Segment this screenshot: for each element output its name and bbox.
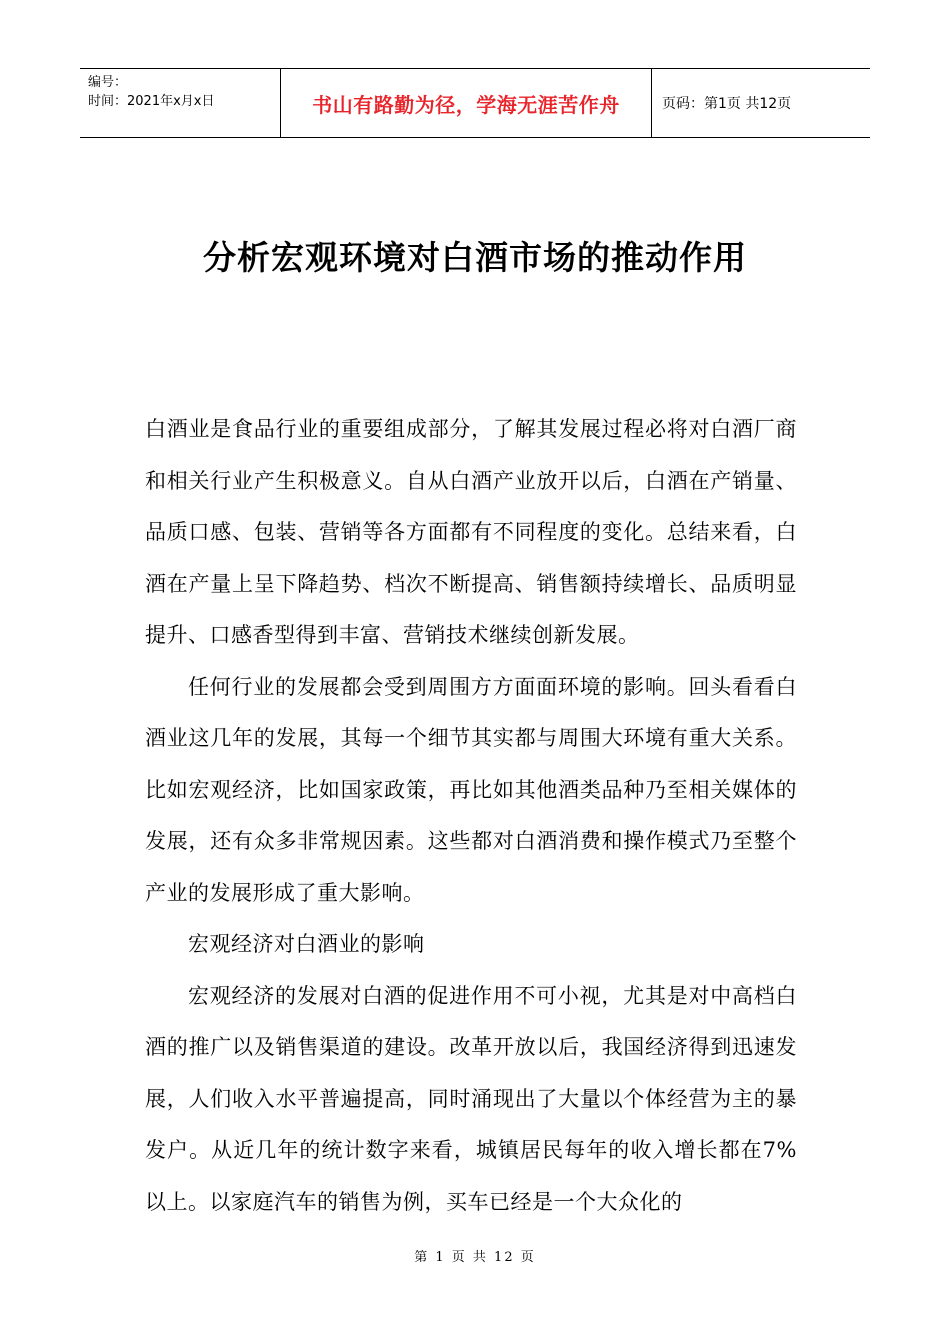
motto-text: 书山有路勤为径，学海无涯苦作舟: [312, 92, 620, 117]
page-header: [80, 68, 870, 138]
time-label: 时间：2021年x月x日: [88, 94, 215, 109]
paragraph: 宏观经济的发展对白酒的促进作用不可小视，尤其是对中高档白酒的推广以及销售渠道的建设。改革开放以后，我国经济得到迅速发展，人们收入水平普遍提高，同时涌现出了大量以个体经营为主的暴发户。从近几年的统计数字来看，城镇居民每年的收入增长都在7%以上。以家庭汽车的销售为例，买车已经是一个大众化的: [145, 983, 797, 1214]
header-motto-cell: [281, 69, 652, 137]
header-page-cell: [652, 69, 870, 137]
paragraph: 白酒业是食品行业的重要组成部分，了解其发展过程必将对白酒厂商和相关行业产生积极意义。自从白酒产业放开以后，白酒在产销量、品质口感、包装、营销等各方面都有不同程度的变化。总结来看，白酒在产量上呈下降趋势、档次不断提高、销售额持续增长、品质明显提升、口感香型得到丰富、营销技术继续创新发展。: [145, 417, 797, 647]
number-label: 编号：: [88, 75, 128, 90]
page-info: 页码：第1页 共12页: [662, 96, 792, 112]
page-footer: 第 1 页 共 12 页: [414, 1250, 536, 1265]
document-body: [145, 404, 797, 1228]
document-title: 分析宏观环境对白酒市场的推动作用: [203, 238, 747, 277]
header-meta-cell: [80, 69, 281, 137]
paragraph: 任何行业的发展都会受到周围方方面面环境的影响。回头看看白酒业这几年的发展，其每一个细节其实都与周围大环境有重大关系。比如宏观经济，比如国家政策，再比如其他酒类品种乃至相关媒体的发展，还有众多非常规因素。这些都对白酒消费和操作模式乃至整个产业的发展形成了重大影响。: [145, 674, 797, 905]
section-heading: 宏观经济对白酒业的影响: [188, 932, 425, 956]
